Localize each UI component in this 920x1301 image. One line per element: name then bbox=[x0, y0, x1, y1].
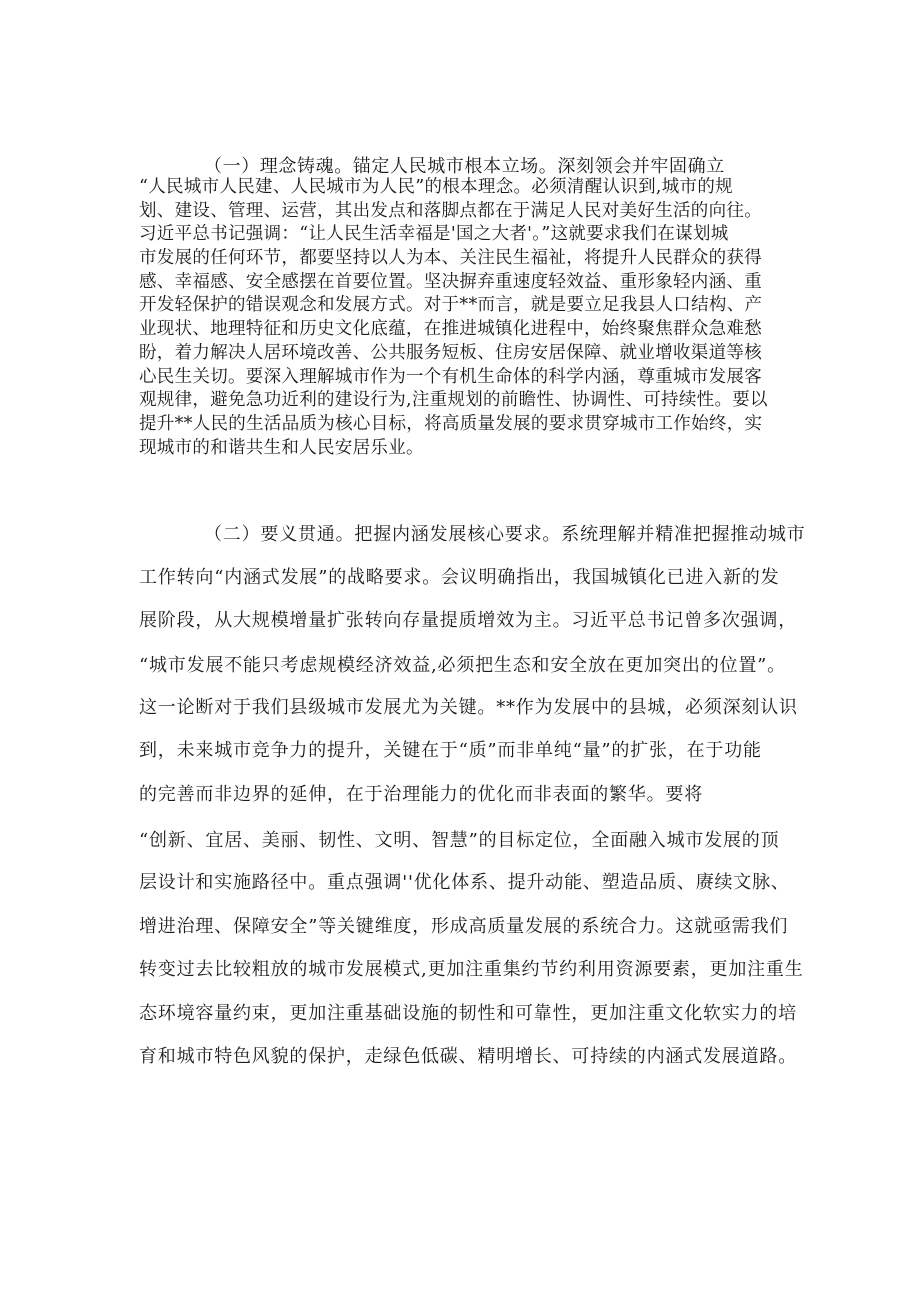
paragraph-line: 增进治理、保障安全”等关键维度，形成高质量发展的系统合力。这就亟需我们 bbox=[139, 916, 789, 937]
paragraph-line: 开发轻保护的错误观念和发展方式。对于**而言，就是要立足我县人口结构、产 bbox=[139, 295, 763, 316]
paragraph-line: 感、幸福感、安全感摆在首要位置。坚决摒弃重速度轻效益、重形象轻内涵、重 bbox=[139, 271, 762, 292]
paragraph-line: 业现状、地理特征和历史文化底蕴，在推进城镇化进程中，始终聚焦群众急难愁 bbox=[139, 319, 762, 340]
paragraph-line: 这一论断对于我们县级城市发展尤为关键。**作为发展中的县城，必须深刻认识 bbox=[139, 697, 798, 718]
paragraph-line: 层设计和实施路径中。重点强调''优化体系、提升动能、塑造品质、赓续文脉、 bbox=[139, 872, 790, 893]
paragraph-line: 盼，着力解决人居环境改善、公共服务短板、住房安居保障、就业增收渠道等核 bbox=[139, 342, 762, 363]
paragraph-line: 现城市的和谐共生和人民安居乐业。 bbox=[139, 437, 424, 458]
paragraph-line: 提升**人民的生活品质为核心目标，将高质量发展的要求贯穿城市工作始终，实 bbox=[139, 413, 763, 434]
paragraph-line: 习近平总书记强调：“让人民生活幸福是'国之大者'。”这就要求我们在谋划城 bbox=[139, 224, 729, 245]
paragraph-line: 展阶段，从大规模增量扩张转向存量提质增效为主。习近平总书记曾多次强调， bbox=[139, 610, 797, 631]
paragraph-line: 市发展的任何环节，都要坚持以人为本、关注民生福祉，将提升人民群众的获得 bbox=[139, 248, 762, 269]
paragraph-line: “城市发展不能只考虑规模经济效益,必须把生态和安全放在更加突出的位置”。 bbox=[139, 655, 786, 676]
paragraph-line: “人民城市人民建、人民城市为人民”的根本理念。必须清醒认识到,城市的规 bbox=[139, 177, 733, 197]
paragraph-line: 转变过去比较粗放的城市发展模式,更加注重集约节约利用资源要素，更加注重生 bbox=[139, 959, 804, 980]
paragraph-line: 的完善而非边界的延伸，在于治理能力的优化而非表面的繁华。要将 bbox=[139, 784, 703, 805]
paragraph-line: 到，未来城市竞争力的提升，关键在于“质”而非单纯“量”的扩张，在于功能 bbox=[139, 740, 762, 761]
paragraph-line: 心民生关切。要深入理解城市作为一个有机生命体的科学内涵，尊重城市发展客 bbox=[139, 366, 762, 387]
paragraph-line: （二）要义贯通。把握内涵发展核心要求。系统理解并精准把握推动城市 bbox=[204, 524, 806, 545]
paragraph-line: 工作转向“内涵式发展”的战略要求。会议明确指出，我国城镇化已进入新的发 bbox=[139, 567, 780, 588]
paragraph-line: 态环境容量约束，更加注重基础设施的韧性和可靠性，更加注重文化软实力的培 bbox=[139, 1003, 797, 1024]
paragraph-line: 观规律，避免急功近利的建设行为,注重规划的前瞻性、协调性、可持续性。要以 bbox=[139, 390, 768, 411]
paragraph-1-heading-line: （一）理念铸魂。锚定人民城市根本立场。深刻领会并牢固确立 bbox=[204, 156, 725, 177]
paragraph-1 bbox=[139, 176, 784, 460]
paragraph-line: 育和城市特色风貌的保护，走绿色低碳、精明增长、可持续的内涵式发展道路。 bbox=[139, 1046, 797, 1067]
paragraph-line: 划、建设、管理、运营，其出发点和落脚点都在于满足人民对美好生活的向往。 bbox=[139, 200, 762, 221]
paragraph-line: “创新、宜居、美丽、韧性、文明、智慧”的目标定位，全面融入城市发展的顶 bbox=[139, 830, 780, 851]
